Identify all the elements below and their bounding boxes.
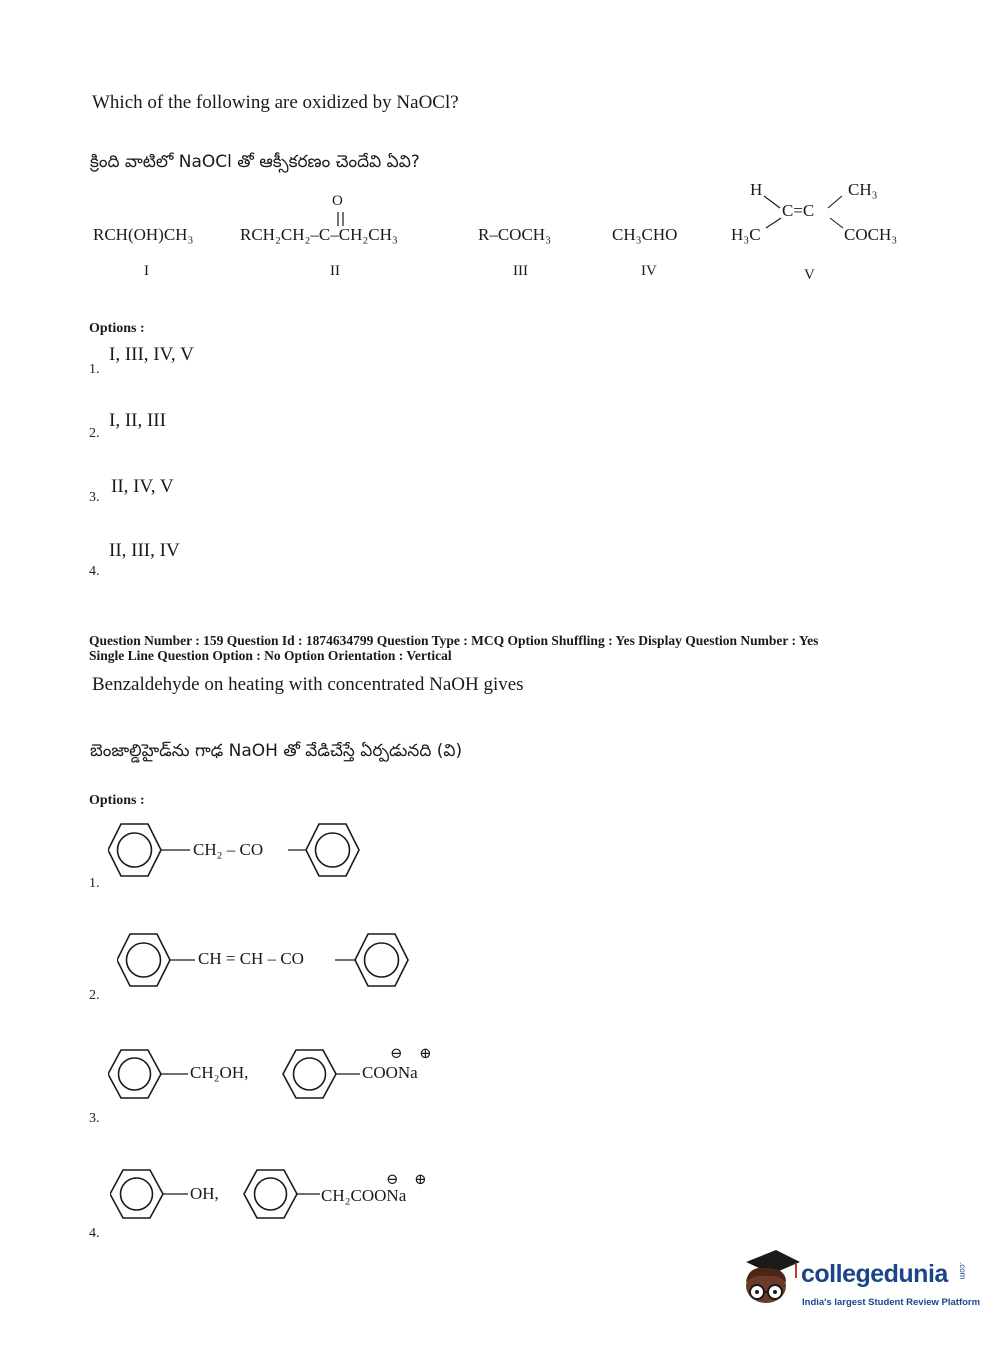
benzene-ring xyxy=(283,1050,336,1098)
option-text[interactable]: I, III, IV, V xyxy=(109,344,194,365)
compound-III: R–COCH₃ xyxy=(478,225,551,244)
option-3-sodium-benzoate: COONa xyxy=(362,1063,418,1082)
minus-charge-icon: ⊖ xyxy=(386,1172,399,1188)
option-number: 4. xyxy=(89,564,100,579)
compound-label-I: I xyxy=(144,263,149,279)
option-number: 2. xyxy=(89,426,100,441)
logo-tagline: India's largest Student Review Platform xyxy=(802,1297,981,1308)
question-158-text-te: క్రింది వాటిలో NaOCl తో ఆక్సీకరణం చెందేవి ఏవి? xyxy=(90,152,420,172)
compound-V-h: H xyxy=(750,180,763,199)
benzene-ring xyxy=(110,1170,163,1218)
option-number: 4. xyxy=(89,1226,100,1241)
compound-label-V: V xyxy=(804,267,815,283)
compound-V-cc: C=C xyxy=(782,201,815,220)
option-1-chain: CH₂ – CO xyxy=(193,840,264,859)
compound-label-III: III xyxy=(513,263,528,279)
option-number: 2. xyxy=(89,988,100,1003)
option-number: 1. xyxy=(89,876,100,891)
options-label: Options : xyxy=(89,321,145,336)
collegedunia-logo[interactable] xyxy=(738,1246,981,1326)
minus-charge-icon: ⊖ xyxy=(390,1046,403,1062)
benzene-ring xyxy=(306,824,359,876)
option-text[interactable]: II, III, IV xyxy=(109,540,180,561)
option-number: 1. xyxy=(89,362,100,377)
benzene-ring xyxy=(108,824,161,876)
option-3-benzyl-alcohol: CH₂OH, xyxy=(190,1063,249,1082)
benzene-ring xyxy=(244,1170,297,1218)
question-159-text-en: Benzaldehyde on heating with concentrated NaOH gives xyxy=(92,674,524,695)
compound-V xyxy=(728,176,918,266)
benzene-ring xyxy=(355,934,408,986)
compound-label-IV: IV xyxy=(641,263,657,279)
logo-suffix: .com xyxy=(958,1262,967,1280)
option-number: 3. xyxy=(89,490,100,505)
question-158-text-en: Which of the following are oxidized by NaOCl? xyxy=(92,92,459,113)
plus-charge-icon: ⊕ xyxy=(419,1046,432,1062)
option-4-sodium-phenylacetate: CH₂COONa xyxy=(321,1186,407,1205)
compound-IV: CH₃CHO xyxy=(612,225,678,244)
options-label: Options : xyxy=(89,793,145,808)
logo-wordmark: collegedunia xyxy=(801,1260,948,1288)
graduate-mascot-icon xyxy=(738,1248,800,1312)
option-2-chain: CH = CH – CO xyxy=(198,949,304,968)
compound-V-ch3: CH₃ xyxy=(848,180,878,199)
option-number: 3. xyxy=(89,1111,100,1126)
compound-V-h3c: H₃C xyxy=(731,225,761,244)
question-meta-line2: Single Line Question Option : No Option Orientation : Vertical xyxy=(89,648,452,663)
question-meta-line1: Question Number : 159 Question Id : 1874634799 Question Type : MCQ Option Shuffling : Yes Display Question Number : Yes xyxy=(89,633,819,648)
compound-V-coch3: COCH₃ xyxy=(844,225,898,244)
plus-charge-icon: ⊕ xyxy=(414,1172,427,1188)
compound-V-bonds xyxy=(728,176,918,266)
option-text[interactable]: I, II, III xyxy=(109,410,166,431)
option-text[interactable]: II, IV, V xyxy=(111,476,174,497)
option-4-phenol: OH, xyxy=(190,1184,219,1203)
compound-label-II: II xyxy=(330,263,340,279)
question-159-text-te: బెంజాల్డిహైడ్‌ను గాఢ NaOH తో వేడిచేస్తే ఏర్పడునది (వి) xyxy=(90,741,463,761)
benzene-ring xyxy=(117,934,170,986)
benzene-ring xyxy=(108,1050,161,1098)
compound-II-oxygen: O xyxy=(332,193,343,209)
compound-II: RCH₂CH₂–C–CH₂CH₃ xyxy=(240,225,398,244)
compound-I: RCH(OH)CH₃ xyxy=(93,225,194,244)
